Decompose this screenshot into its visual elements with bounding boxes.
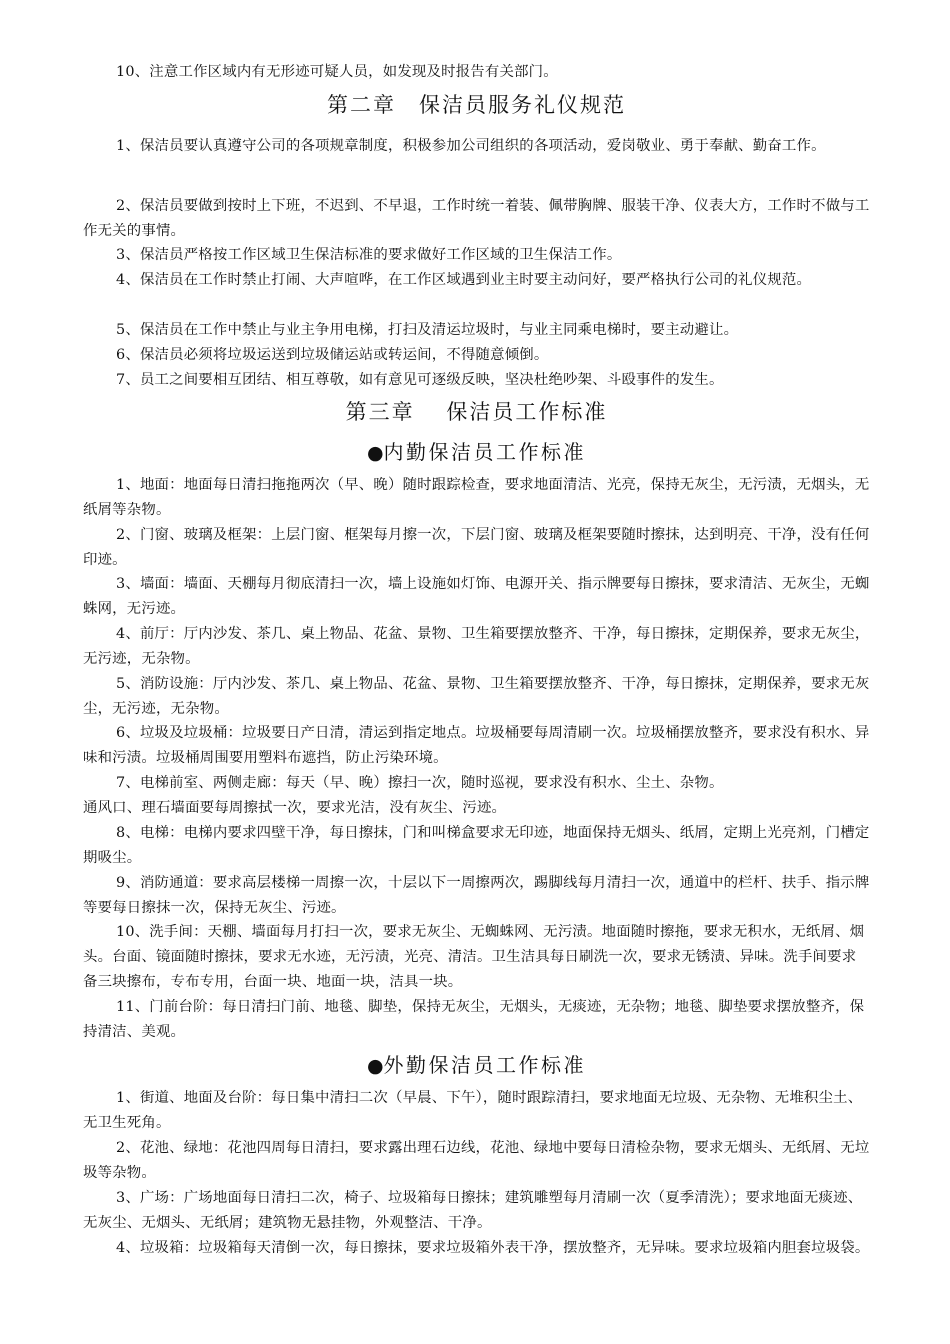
ch2-item-7: 7、员工之间要相互团结、相互尊敬，如有意见可逐级反映，坚决杜绝吵架、斗殴事件的发生。 — [116, 372, 724, 388]
indoor-item-1: 1、地面：地面每日清扫拖拖两次（早、晚）随时跟踪检查，要求地面清洁、光亮，保持无灰尘，无污渍，无烟头，无纸屑等杂物。 — [83, 477, 870, 518]
outdoor-item-2: 2、花池、绿地：花池四周每日清扫，要求露出理石边线，花池、绿地中要每日清检杂物，要求无烟头、无纸屑、无垃圾等杂物。 — [83, 1140, 870, 1181]
outdoor-section-title: 外勤保洁员工作标准 — [383, 1053, 587, 1077]
outdoor-item-1: 1、街道、地面及台阶：每日集中清扫二次（早晨、下午），随时跟踪清扫，要求地面无垃圾、无杂物、无堆积尘土、无卫生死角。 — [83, 1090, 863, 1131]
indoor-section-title: 内勤保洁员工作标准 — [383, 440, 587, 464]
indoor-item-11: 11、门前台阶：每日清扫门前、地毯、脚垫，保持无灰尘，无烟头，无痰迹，无杂物；地毯、脚垫要求摆放整齐，保持清洁、美观。 — [83, 999, 865, 1040]
indoor-item-4: 4、前厅：厅内沙发、茶几、桌上物品、花盆、景物、卫生箱要摆放整齐、干净，每日擦抹，定期保养，要求无灰尘，无污迹，无杂物。 — [83, 626, 870, 667]
indoor-item-7: 7、电梯前室、两侧走廊：每天（早、晚）擦扫一次，随时巡视，要求没有积水、尘土、杂物。 — [116, 775, 724, 791]
bullet-icon: ● — [366, 1055, 384, 1077]
ch2-item-5: 5、保洁员在工作中禁止与业主争用电梯，打扫及清运垃圾时，与业主同乘电梯时，要主动避让。 — [116, 322, 739, 338]
indoor-item-2: 2、门窗、玻璃及框架：上层门窗、框架每月擦一次，下层门窗、玻璃及框架要随时擦抹，达到明亮、干净，没有任何印迹。 — [83, 527, 870, 568]
ch2-item-6: 6、保洁员必须将垃圾运送到垃圾储运站或转运间，不得随意倾倒。 — [116, 347, 549, 363]
indoor-item-8: 8、电梯：电梯内要求四壁干净，每日擦抹，门和叫梯盒要求无印迹，地面保持无烟头、纸屑，定期上光亮剂，门槽定期吸尘。 — [83, 825, 870, 866]
outdoor-item-4: 4、垃圾箱：垃圾箱每天清倒一次，每日擦抹，要求垃圾箱外表干净，摆放整齐，无异味。要求垃圾箱内胆套垃圾袋。 — [116, 1240, 870, 1256]
indoor-section-heading — [83, 437, 870, 468]
indoor-item-7-continuation: 通风口、理石墙面要每周擦拭一次，要求光洁，没有灰尘、污迹。 — [83, 800, 507, 816]
chapter-3-heading: 第三章 保洁员工作标准 — [345, 400, 608, 424]
chapter-2-heading: 第二章 保洁员服务礼仪规范 — [327, 93, 626, 117]
paragraph-intro-10: 10、注意工作区域内有无形迹可疑人员，如发现及时报告有关部门。 — [116, 64, 558, 80]
ch2-item-2: 2、保洁员要做到按时上下班，不迟到、不早退，工作时统一着装、佩带胸牌、服装干净、仪表大方，工作时不做与工作无关的事情。 — [83, 198, 870, 239]
indoor-item-10: 10、洗手间：天棚、墙面每月打扫一次，要求无灰尘、无蜘蛛网、无污渍。地面随时擦拖，要求无积水，无纸屑、烟头。台面、镜面随时擦抹，要求无水迹，无污渍，光亮、清洁。卫生洁具每日刷洗一次，要求无锈渍、异味。洗手间要求备三块擦布，专布专用，台面一块、地面一块，洁具一块。 — [83, 924, 865, 990]
ch2-item-3: 3、保洁员严格按工作区域卫生保洁标准的要求做好工作区域的卫生保洁工作。 — [116, 247, 622, 263]
ch2-item-4: 4、保洁员在工作时禁止打闹、大声喧哗，在工作区域遇到业主时要主动问好，要严格执行公司的礼仪规范。 — [116, 272, 812, 288]
indoor-item-3: 3、墙面：墙面、天棚每月彻底清扫一次，墙上设施如灯饰、电源开关、指示牌要每日擦抹，要求清洁、无灰尘，无蜘蛛网，无污迹。 — [83, 576, 870, 617]
indoor-item-5: 5、消防设施：厅内沙发、茶几、桌上物品、花盆、景物、卫生箱要摆放整齐、干净，每日擦抹，定期保养，要求无灰尘，无污迹，无杂物。 — [83, 676, 870, 717]
outdoor-item-3: 3、广场：广场地面每日清扫二次，椅子、垃圾箱每日擦抹；建筑雕塑每月清刷一次（夏季清洗）；要求地面无痰迹、无灰尘、无烟头、无纸屑；建筑物无悬挂物，外观整洁、干净。 — [83, 1190, 863, 1231]
indoor-item-9: 9、消防通道：要求高层楼梯一周擦一次，十层以下一周擦两次，踢脚线每月清扫一次，通道中的栏杆、扶手、指示牌等要每日擦抹一次，保持无灰尘、污迹。 — [83, 875, 870, 916]
outdoor-section-heading — [83, 1050, 870, 1081]
bullet-icon: ● — [366, 442, 384, 464]
ch2-item-1: 1、保洁员要认真遵守公司的各项规章制度，积极参加公司组织的各项活动，爱岗敬业、勇于奉献、勤奋工作。 — [116, 138, 826, 154]
indoor-item-6: 6、垃圾及垃圾桶：垃圾要日产日清，清运到指定地点。垃圾桶要每周清刷一次。垃圾桶摆放整齐，要求没有积水、异味和污渍。垃圾桶周围要用塑料布遮挡，防止污染环境。 — [83, 725, 870, 766]
